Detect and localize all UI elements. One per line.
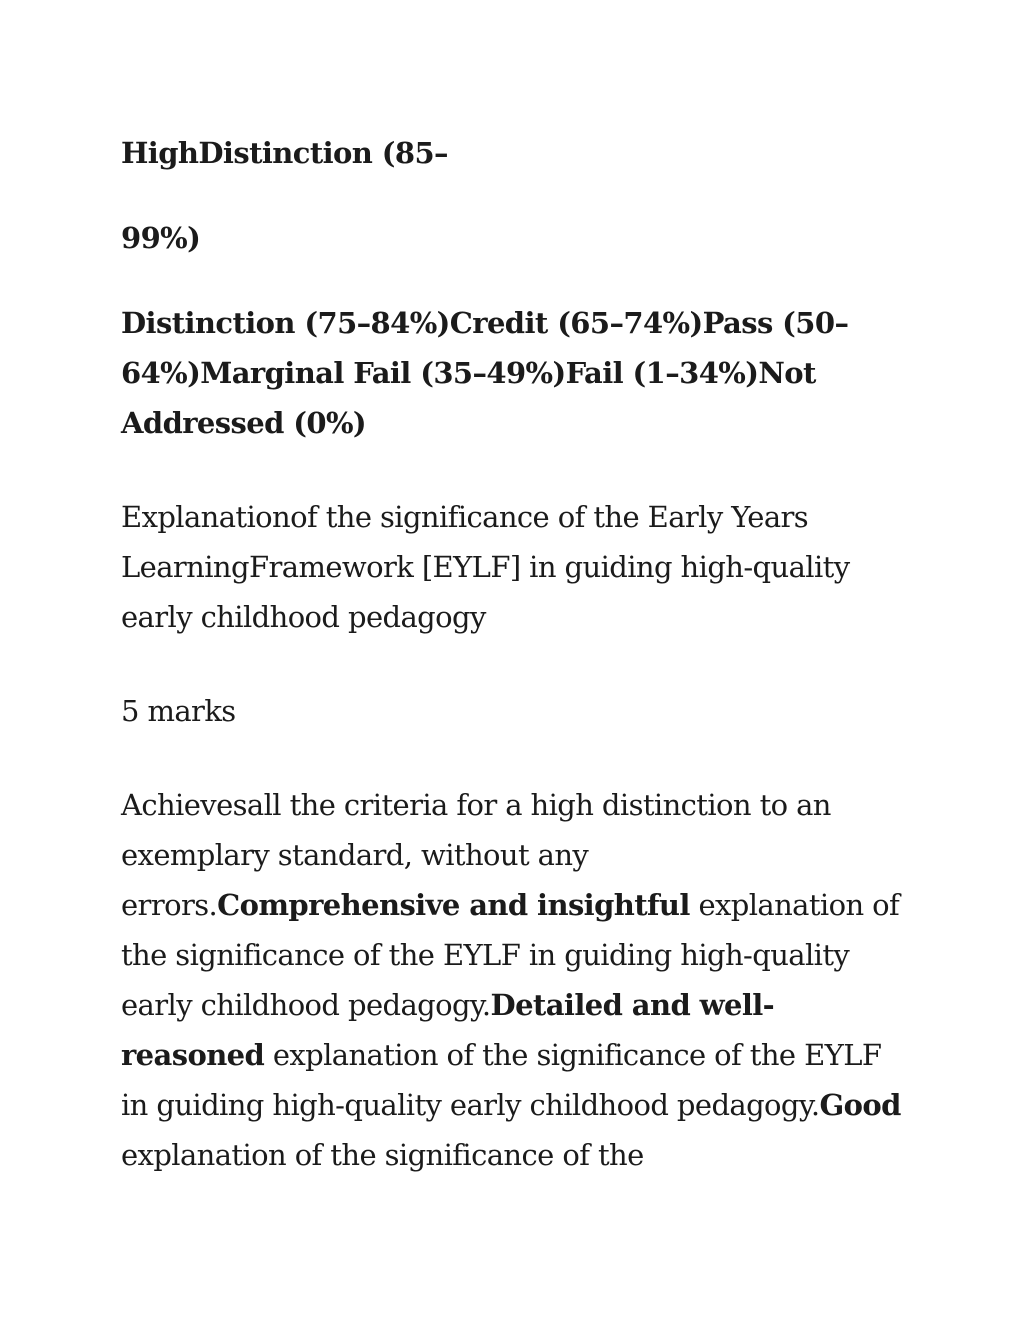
description-bold-1: Comprehensive and insightful <box>217 888 690 922</box>
description-bold-3: Good <box>819 1088 901 1122</box>
description-text-1: Achievesall the criteria for a high distinction to an exemplary standard, without any errors. <box>121 788 831 922</box>
grade-heading-high-distinction: HighDistinction (85– <box>121 136 448 170</box>
description-text-4: explanation of the significance of the <box>121 1138 644 1172</box>
criterion-description: Explanationof the significance of the Early Years LearningFramework [EYLF] in guiding high-quality early childhood pedagogy <box>121 500 850 634</box>
grade-headings-list: Distinction (75–84%)Credit (65–74%)Pass (50–64%)Marginal Fail (35–49%)Fail (1–34%)Not Addressed (0%) <box>121 306 849 440</box>
document-page <box>121 128 911 1180</box>
description-text-3: explanation of the significance of the EYLF in guiding high-quality early childhood pedagogy. <box>121 1038 882 1122</box>
description-bold-2: Detailed and well-reasoned <box>121 988 775 1072</box>
criterion-marks: 5 marks <box>121 694 236 728</box>
high-distinction-description <box>121 780 911 1180</box>
description-text-2: explanation of the significance of the EYLF in guiding high-quality early childhood pedagogy. <box>121 888 900 1022</box>
grade-heading-high-distinction-range: 99%) <box>121 221 201 255</box>
